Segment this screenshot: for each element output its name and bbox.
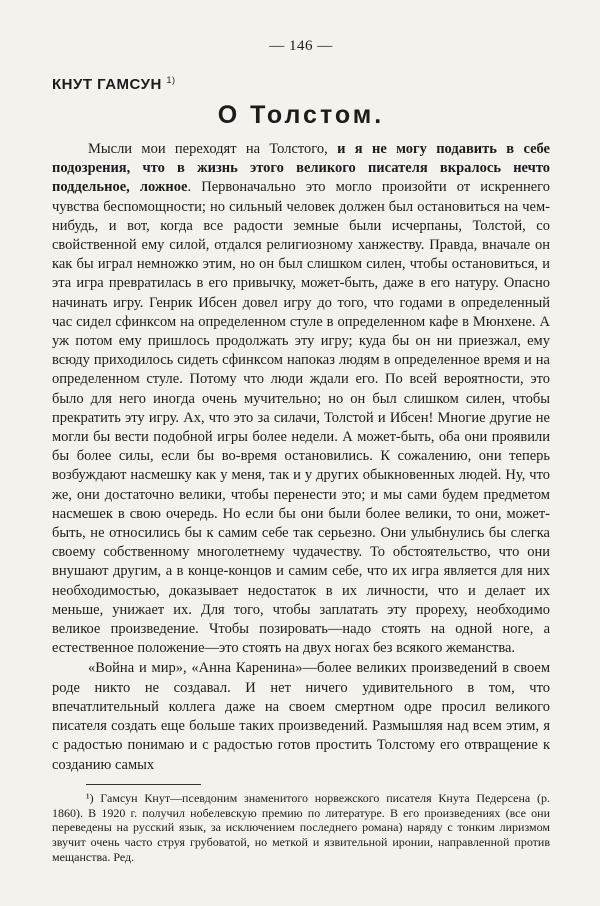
footnote-text: Гамсун Кнут—псевдоним знаменитого норвежского писателя Кнута Педерсена (р. 1860). В 1920 г. получил нобелевскую премию по литературе. В его произведениях (все они переведены на русский язык, за исключением последнего романа) наряду с тонким лиризмом звучит очень часто струя грубоватой, но меткой и язвительной иронии, направленной против мещанства. Ред.: [52, 790, 551, 864]
author-footnote-marker: 1): [166, 75, 176, 85]
page-number: — 146 —: [269, 38, 333, 54]
article-title: О Толстом.: [217, 101, 385, 129]
footnote-divider: [86, 784, 201, 785]
paragraph-2: «Война и мир», «Анна Каренина»—более великих произведений в своем роде никто не создавал. И нет ничего удивительного в том, что впечатлительный коллега даже на своем смертном одре просил великого писателя создать еще больше таких произведений. Размышляя над всем этим, я с радостью понимаю и с радостью готов простить Толстому его отвращение к созданию самых: [52, 660, 550, 773]
paragraph-1-continuation: . Первоначально это могло произойти от искреннего чувства беспомощности; но сильный человек должен был остановиться на чем-нибудь, и вот, когда все радости земные были исчерпаны, Толстой, со свойственной ему силой, отдался религиозному ханжеству. Правда, вначале он как бы играл немножко этим, но он был слишком силен, чтобы остановиться, и эта игра превратилась в его привычку, может-быть, даже в его натуру. Опасно начинать игру. Генрик Ибсен довел игру до того, что годами в определенный час сидел сфинксом на определенном стуле в определенном кафе в Мюнхене. А уж потом ему пришлось продолжать эту игру; куда бы он ни приезжал, ему всюду приходилось сидеть сфинксом напоказ людям в определенное время и на определенном стуле. Потому что люди ждали его. По всей вероятности, это было для него иногда очень мучительно; но он был слишком силен, чтобы прекратить эту игру. Ах, что это за силачи, Толстой и Ибсен! Многие другие не могли бы вести подобной игры более недели. А может-быть, оба они проявили бы более силы, если бы во-время остановились. К сожалению, они теперь возбуждают насмешку как у меня, так и у других обыкновенных людей. Ну, что же, они достаточно велики, чтобы перенести это; и мы сами будем предметом насмешек в свою очередь. Но если бы они были более велики, то они, может-быть, не относились бы к самим себе так серьезно. Они улыбнулись бы слегка своему собственному многолетнему чудачеству. То обстоятельство, что они внушают другим, а в конце-концов и самим себе, что их игра является для них необходимостью, доказывает недостаток в их личности, что и делает их меньше, унижает их. Для того, чтобы заплатать эту прореху, необходимо великое произведение. Чтобы позировать—надо стоять на одной ноге, а естественное положение—это стоять на двух ногах без всякого жеманства.: [52, 179, 551, 657]
article-body: [52, 140, 550, 775]
paragraph-1: [52, 140, 550, 658]
footnote-marker: ¹): [86, 790, 94, 805]
footnote: [52, 791, 550, 865]
paragraph-1-opening: Мысли мои переходят на Толстого,: [88, 141, 338, 157]
paragraph-1-bold-passage: и я не могу подавить в себе подозрения, что в жизнь этого великого писателя вкралось нечто поддельное, ложное: [52, 141, 550, 196]
author-heading: [52, 75, 550, 93]
author-name: КНУТ ГАМСУН: [52, 76, 162, 93]
